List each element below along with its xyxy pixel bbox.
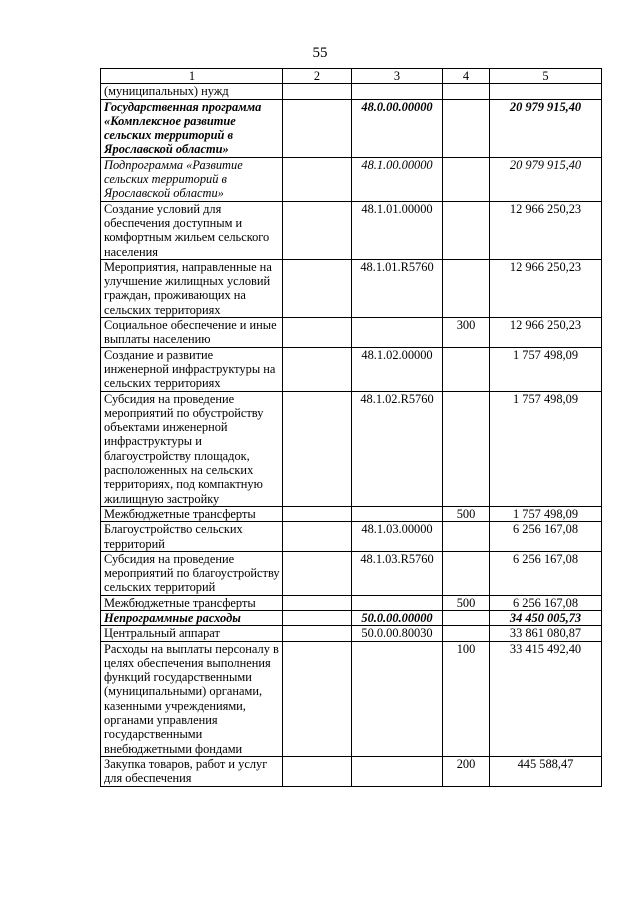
cell-code (352, 756, 443, 786)
cell-type (443, 157, 490, 201)
cell-type (443, 391, 490, 506)
cell-code: 50.0.00.00000 (352, 610, 443, 625)
cell-code: 48.1.03.R5760 (352, 551, 443, 595)
table-row (101, 347, 602, 391)
table-row (101, 259, 602, 317)
table-row (101, 99, 602, 157)
cell-name: Расходы на выплаты персоналу в целях обеспечения выполнения функций государственными (муниципальными) органами, казенными учреждениями, органами управления государственными внебюджетными фондами (101, 641, 283, 756)
table-row (101, 201, 602, 259)
header-col-2: 2 (283, 69, 352, 84)
cell-type (443, 84, 490, 99)
cell-name: Мероприятия, направленные на улучшение жилищных условий граждан, проживающих на сельских территориях (101, 259, 283, 317)
cell-amount: 445 588,47 (490, 756, 602, 786)
cell-name: Благоустройство сельских территорий (101, 522, 283, 552)
table-row (101, 522, 602, 552)
cell-col-2 (283, 610, 352, 625)
cell-name: (муниципальных) нужд (101, 84, 283, 99)
cell-col-2 (283, 318, 352, 348)
table-row (101, 756, 602, 786)
cell-name: Субсидия на проведение мероприятий по благоустройству сельских территорий (101, 551, 283, 595)
cell-name: Закупка товаров, работ и услуг для обеспечения (101, 756, 283, 786)
cell-name: Межбюджетные трансферты (101, 595, 283, 610)
cell-type (443, 626, 490, 641)
table-header-row (101, 69, 602, 84)
cell-amount: 33 861 080,87 (490, 626, 602, 641)
table-row (101, 506, 602, 521)
cell-type (443, 201, 490, 259)
table-row (101, 84, 602, 99)
cell-type (443, 347, 490, 391)
table-row (101, 641, 602, 756)
cell-name: Государственная программа «Комплексное развитие сельских территорий в Ярославской области» (101, 99, 283, 157)
table-row (101, 318, 602, 348)
cell-name: Центральный аппарат (101, 626, 283, 641)
cell-name: Подпрограмма «Развитие сельских территорий в Ярославской области» (101, 157, 283, 201)
cell-col-2 (283, 157, 352, 201)
cell-col-2 (283, 391, 352, 506)
cell-code (352, 641, 443, 756)
cell-type: 300 (443, 318, 490, 348)
cell-type: 500 (443, 506, 490, 521)
cell-name: Субсидия на проведение мероприятий по обустройству объектами инженерной инфраструктуры и благоустройству площадок, расположенных на сельских территориях, под компактную жилищную застройку (101, 391, 283, 506)
cell-name: Социальное обеспечение и иные выплаты населению (101, 318, 283, 348)
cell-col-2 (283, 84, 352, 99)
cell-amount: 1 757 498,09 (490, 506, 602, 521)
cell-amount: 6 256 167,08 (490, 522, 602, 552)
cell-amount: 1 757 498,09 (490, 391, 602, 506)
cell-amount: 20 979 915,40 (490, 99, 602, 157)
cell-code: 48.1.03.00000 (352, 522, 443, 552)
cell-code (352, 84, 443, 99)
cell-name: Создание условий для обеспечения доступным и комфортным жильем сельского населения (101, 201, 283, 259)
cell-type (443, 99, 490, 157)
cell-amount (490, 84, 602, 99)
header-col-5: 5 (490, 69, 602, 84)
cell-amount: 6 256 167,08 (490, 551, 602, 595)
cell-col-2 (283, 595, 352, 610)
cell-code: 48.1.00.00000 (352, 157, 443, 201)
cell-amount: 20 979 915,40 (490, 157, 602, 201)
cell-type: 100 (443, 641, 490, 756)
cell-col-2 (283, 641, 352, 756)
cell-col-2 (283, 756, 352, 786)
cell-type (443, 522, 490, 552)
table-row (101, 626, 602, 641)
cell-code: 48.1.01.00000 (352, 201, 443, 259)
cell-name: Непрограммные расходы (101, 610, 283, 625)
header-col-3: 3 (352, 69, 443, 84)
table-row (101, 610, 602, 625)
cell-col-2 (283, 626, 352, 641)
cell-col-2 (283, 506, 352, 521)
table-row (101, 157, 602, 201)
cell-code (352, 506, 443, 521)
cell-type: 500 (443, 595, 490, 610)
cell-code: 50.0.00.80030 (352, 626, 443, 641)
header-col-4: 4 (443, 69, 490, 84)
cell-code (352, 318, 443, 348)
cell-col-2 (283, 347, 352, 391)
cell-code: 48.1.02.00000 (352, 347, 443, 391)
cell-col-2 (283, 522, 352, 552)
cell-type (443, 551, 490, 595)
page-number: 55 (312, 45, 328, 61)
cell-name: Создание и развитие инженерной инфраструктуры на сельских территориях (101, 347, 283, 391)
budget-table (100, 68, 602, 787)
cell-amount: 1 757 498,09 (490, 347, 602, 391)
cell-code (352, 595, 443, 610)
cell-col-2 (283, 551, 352, 595)
cell-col-2 (283, 259, 352, 317)
cell-col-2 (283, 99, 352, 157)
cell-col-2 (283, 201, 352, 259)
cell-code: 48.1.01.R5760 (352, 259, 443, 317)
table-row (101, 595, 602, 610)
cell-amount: 34 450 005,73 (490, 610, 602, 625)
cell-amount: 6 256 167,08 (490, 595, 602, 610)
cell-amount: 12 966 250,23 (490, 259, 602, 317)
cell-code: 48.1.02.R5760 (352, 391, 443, 506)
cell-code: 48.0.00.00000 (352, 99, 443, 157)
header-col-1: 1 (101, 69, 283, 84)
cell-type (443, 610, 490, 625)
cell-amount: 12 966 250,23 (490, 318, 602, 348)
cell-name: Межбюджетные трансферты (101, 506, 283, 521)
cell-type (443, 259, 490, 317)
table-row (101, 391, 602, 506)
cell-amount: 33 415 492,40 (490, 641, 602, 756)
cell-amount: 12 966 250,23 (490, 201, 602, 259)
cell-type: 200 (443, 756, 490, 786)
table-row (101, 551, 602, 595)
